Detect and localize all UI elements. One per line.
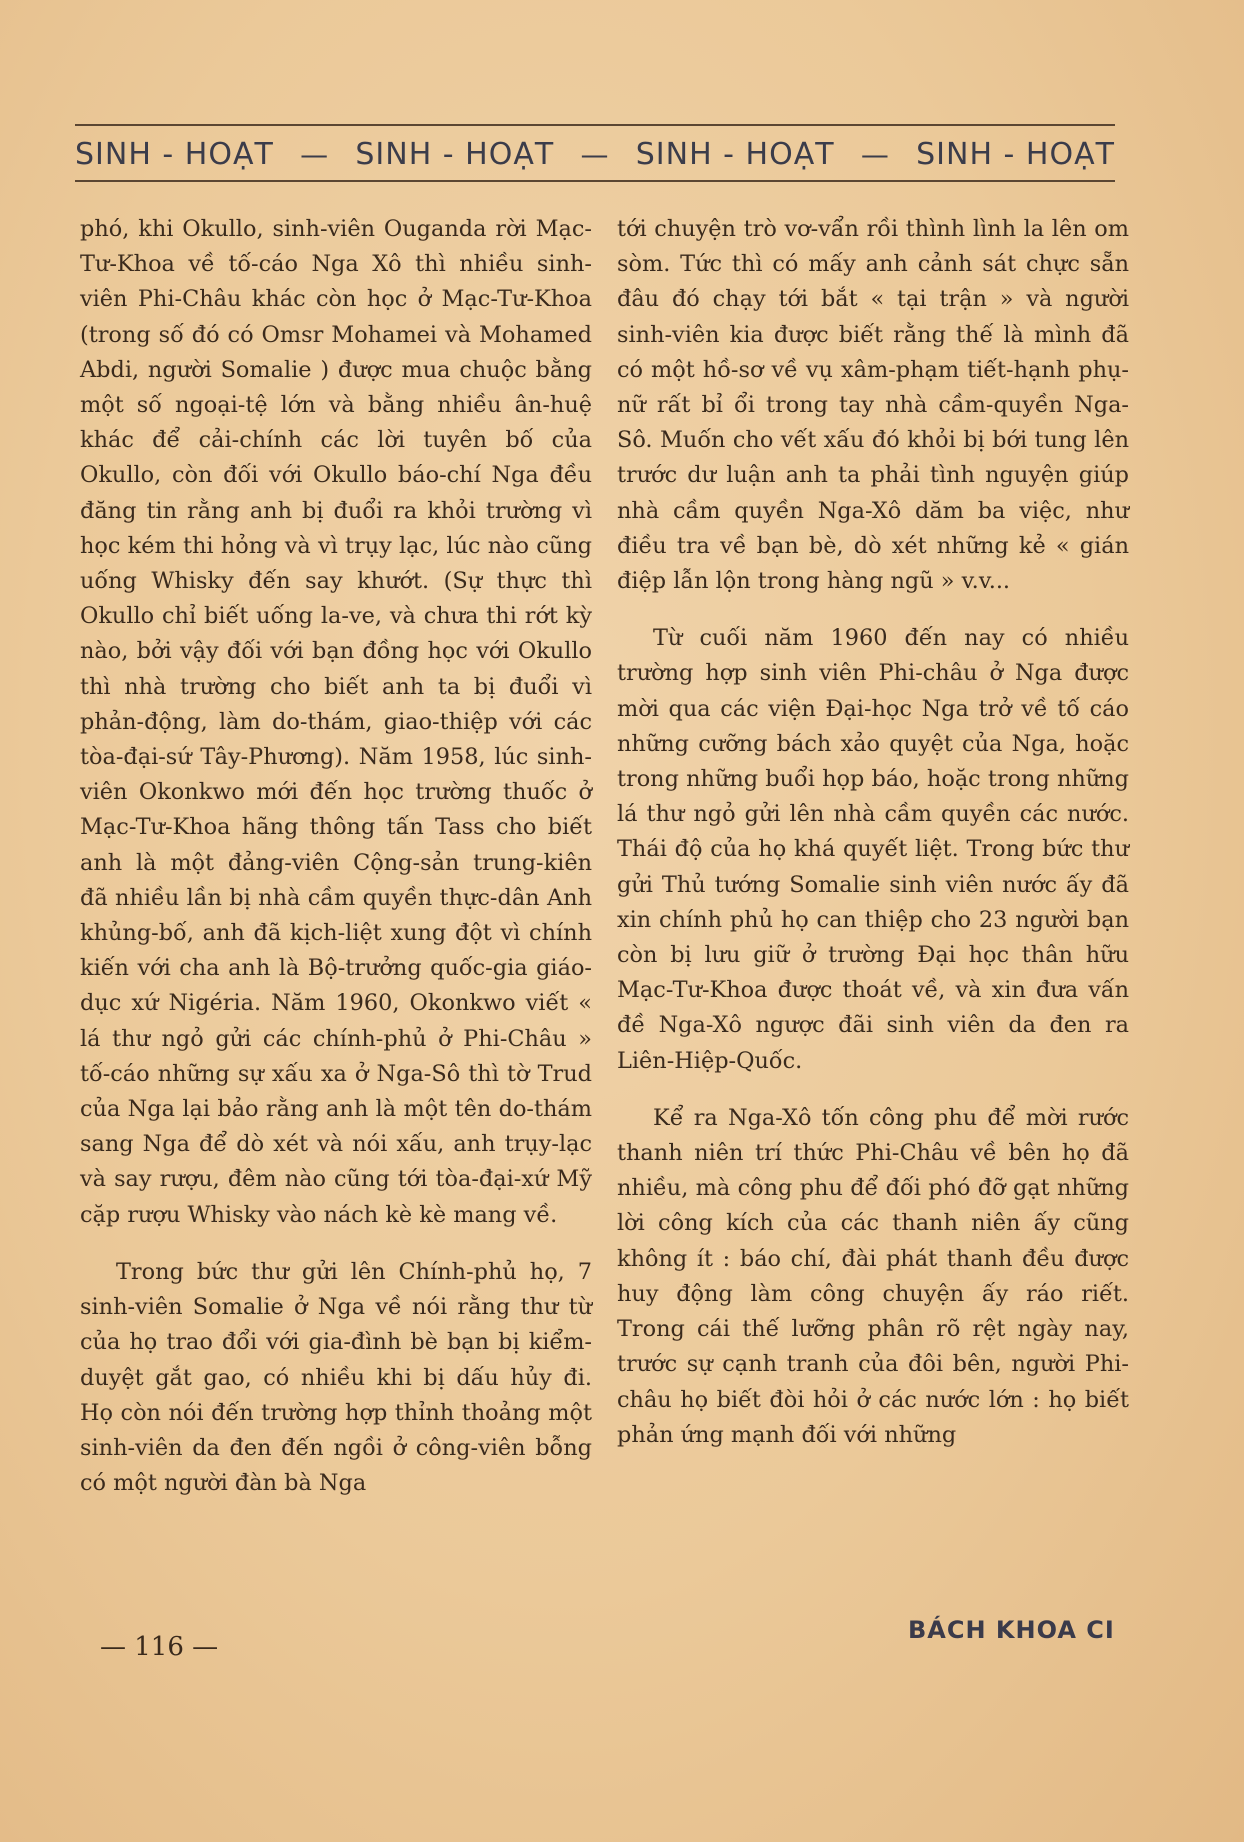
right-paragraph-1: tới chuyện trò vơ-vẩn rồi thình lình la lên om sòm. Tức thì có mấy anh cảnh sát chực sẵn đâu đó chạy tới bắt « tại trận » và người sinh-viên kia được biết rằng thế là mình đã có một hồ-sơ về vụ xâm-phạm tiết-hạnh phụ-nữ rất bỉ ổi trong tay nhà cầm-quyền Nga-Sô. Muốn cho vết xấu đó khỏi bị bới tung lên trước dư luận anh ta phải tình nguyện giúp nhà cầm quyền Nga-Xô dăm ba việc, như điều tra về bạn bè, dò xét những kẻ « gián điệp lẫn lộn trong hàng ngũ » v.v... bbox=[617, 216, 1129, 595]
header-rule-bottom bbox=[75, 180, 1115, 182]
header-item-1: SINH - HOẠT bbox=[75, 136, 274, 172]
right-column bbox=[617, 212, 1129, 1612]
right-paragraph-2: Từ cuối năm 1960 đến nay có nhiều trường hợp sinh viên Phi-châu ở Nga được mời qua các viện Đại-học Nga trở về tố cáo những cưỡng bách xảo quyệt của Nga, hoặc trong những buổi họp báo, hoặc trong những lá thư ngỏ gửi lên nhà cầm quyền các nước. Thái độ của họ khá quyết liệt. Trong bức thư gửi Thủ tướng Somalie sinh viên nước ấy đã xin chính phủ họ can thiệp cho 23 người bạn còn bị lưu giữ ở trường Đại học thân hữu Mạc-Tư-Khoa được thoát về, và xin đưa vấn đề Nga-Xô ngược đãi sinh viên da đen ra Liên-Hiệp-Quốc. bbox=[617, 625, 1129, 1074]
header-separator-2: — bbox=[580, 137, 610, 171]
running-header bbox=[75, 132, 1115, 176]
header-separator-3: — bbox=[860, 137, 890, 171]
header-item-4: SINH - HOẠT bbox=[916, 136, 1115, 172]
publication-name: BÁCH KHOA CI bbox=[908, 1616, 1115, 1644]
right-paragraph-3: Kể ra Nga-Xô tốn công phu để mời rước thanh niên trí thức Phi-Châu về bên họ đã nhiều, mà công phu để đối phó đỡ gạt những lời công kích của các thanh niên ấy cũng không ít : báo chí, đài phát thanh đều được huy động làm công chuyện ấy ráo riết. Trong cái thế lưỡng phân rõ rệt ngày nay, trước sự cạnh tranh của đôi bên, người Phi-châu họ biết đòi hỏi ở các nước lớn : họ biết phản ứng mạnh đối với những bbox=[617, 1104, 1129, 1448]
header-rule-top bbox=[75, 124, 1115, 126]
header-item-2: SINH - HOẠT bbox=[355, 136, 555, 172]
page-number: — 116 — bbox=[100, 1632, 219, 1662]
header-item-3: SINH - HOẠT bbox=[635, 136, 835, 172]
header-separator-1: — bbox=[300, 137, 330, 171]
left-column bbox=[80, 212, 592, 1612]
left-paragraph-1: phó, khi Okullo, sinh-viên Ouganda rời Mạc-Tư-Khoa về tố-cáo Nga Xô thì nhiều sinh-viên Phi-Châu khác còn học ở Mạc-Tư-Khoa (trong số đó có Omsr Mohamei và Mohamed Abdi, người Somalie ) được mua chuộc bằng một số ngoại-tệ lớn và bằng nhiều ân-huệ khác để cải-chính các lời tuyên bố của Okullo, còn đối với Okullo báo-chí Nga đều đăng tin rằng anh bị đuổi ra khỏi trường vì học kém thi hỏng và vì trụy lạc, lúc nào cũng uống Whisky đến say khướt. (Sự thực thì Okullo chỉ biết uống la-ve, và chưa thi rớt kỳ nào, bởi vậy đối với bạn đồng học với Okullo thì nhà trường cho biết anh ta bị đuổi vì phản-động, làm do-thám, giao-thiệp với các tòa-đại-sứ Tây-Phương). Năm 1958, lúc sinh-viên Okonkwo mới đến học trường thuốc ở Mạc-Tư-Khoa hãng thông tấn Tass cho biết anh là một đảng-viên Cộng-sản trung-kiên đã nhiều lần bị nhà cầm quyền thực-dân Anh khủng-bố, anh đã kịch-liệt xung đột vì chính kiến với cha anh là Bộ-trưởng quốc-gia giáo-dục xứ Nigéria. Năm 1960, Okonkwo viết « lá thư ngỏ gửi các chính-phủ ở Phi-Châu » tố-cáo những sự xấu xa ở Nga-Sô thì tờ Trud của Nga lại bảo rằng anh là một tên do-thám sang Nga để dò xét và nói xấu, anh trụy-lạc và say rượu, đêm nào cũng tới tòa-đại-xứ Mỹ cặp rượu Whisky vào nách kè kè mang về. bbox=[80, 216, 592, 1228]
left-paragraph-2: Trong bức thư gửi lên Chính-phủ họ, 7 sinh-viên Somalie ở Nga về nói rằng thư từ của họ trao đổi với gia-đình bè bạn bị kiểm-duyệt gắt gao, có nhiều khi bị dấu hủy đi. Họ còn nói đến trường hợp thỉnh thoảng một sinh-viên da đen đến ngồi ở công-viên bỗng có một người đàn bà Nga bbox=[80, 1258, 592, 1497]
